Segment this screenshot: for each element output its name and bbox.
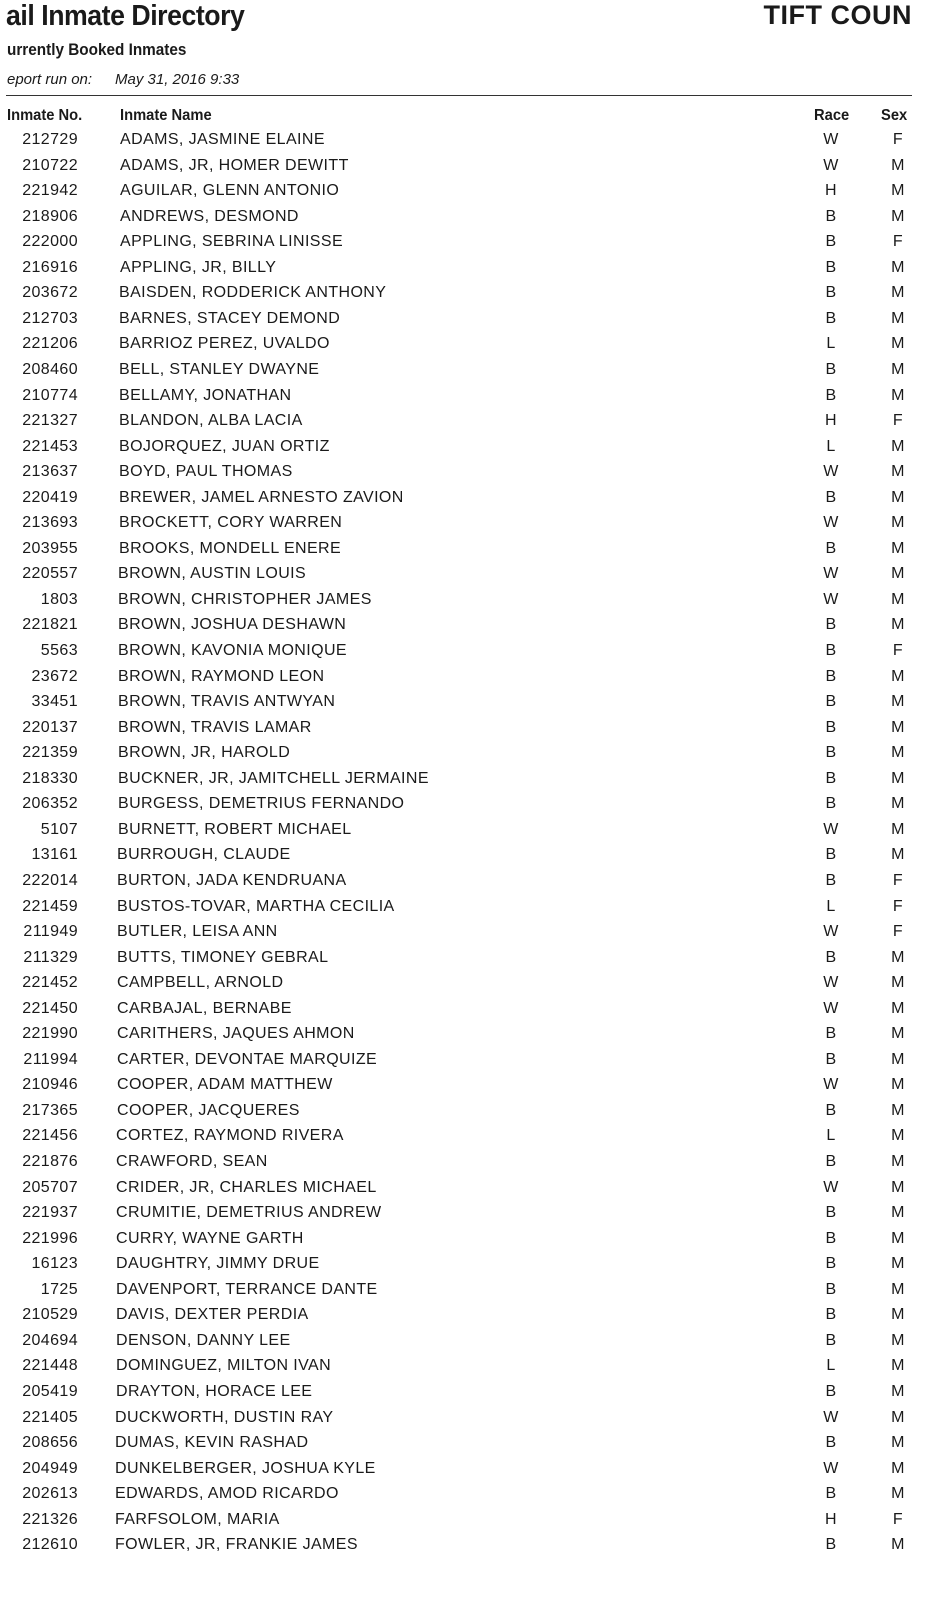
inmate-sex: M [891,309,905,327]
inmate-sex: M [891,820,905,838]
table-row [0,821,946,846]
table-row [0,591,946,616]
inmate-sex: M [891,258,905,276]
inmate-sex: M [891,1153,905,1170]
table-row [0,1434,946,1459]
inmate-number: 16123 [31,1255,78,1273]
inmate-sex: M [891,667,905,685]
table-row [0,1536,946,1561]
table-row [0,514,946,539]
inmate-race: B [825,846,837,864]
inmate-name: AGUILAR, GLENN ANTONIO [120,182,340,200]
inmate-number: 205707 [22,1178,78,1196]
inmate-race: W [823,565,839,583]
inmate-number: 221448 [22,1357,78,1375]
inmate-sex: M [891,1025,905,1043]
inmate-name: BURROUGH, CLAUDE [117,846,291,864]
table-row [0,1000,946,1025]
table-row [0,949,946,974]
inmate-number: 211994 [23,1050,78,1068]
inmate-race: H [825,182,837,200]
inmate-sex: M [891,463,905,481]
inmate-race: B [825,871,837,889]
inmate-number: 212729 [22,131,78,148]
inmate-race: L [826,897,836,915]
inmate-number: 221876 [22,1153,78,1170]
inmate-number: 221456 [22,1127,78,1145]
inmate-name: BARRIOZ PEREZ, UVALDO [119,335,330,353]
table-row [0,795,946,820]
inmate-race: L [826,335,836,353]
inmate-number: 208460 [22,360,78,378]
table-row [0,1306,946,1331]
inmate-race: W [823,974,839,992]
inmate-number: 211329 [23,948,78,966]
inmate-sex: M [891,386,905,404]
inmate-name: DRAYTON, HORACE LEE [116,1382,313,1400]
table-row [0,489,946,514]
inmate-sex: M [891,284,905,302]
inmate-sex: M [891,616,905,634]
inmate-race: B [825,1280,837,1298]
inmate-sex: F [892,642,904,659]
inmate-name: DAVIS, DEXTER PERDIA [116,1306,309,1324]
inmate-number: 221459 [22,897,78,915]
inmate-sex: M [891,846,905,864]
inmate-name: CRIDER, JR, CHARLES MICHAEL [116,1178,377,1196]
table-row [0,1511,946,1536]
inmate-race: B [825,386,837,404]
table-row [0,1460,946,1485]
column-header-name: Inmate Name [120,107,212,124]
table-row [0,923,946,948]
inmate-number: 210946 [22,1076,78,1094]
table-row [0,693,946,718]
inmate-number: 208656 [22,1434,78,1452]
inmate-name: DUMAS, KEVIN RASHAD [115,1434,309,1452]
table-row [0,1153,946,1178]
inmate-sex: F [892,233,904,251]
inmate-sex: M [891,207,905,225]
inmate-number: 13161 [31,846,78,864]
column-header-sex: Sex [881,107,908,124]
table-row [0,1383,946,1408]
inmate-race: B [825,360,837,378]
inmate-number: 213693 [22,514,78,532]
table-row [0,208,946,233]
inmate-race: B [825,642,837,659]
inmate-number: 33451 [31,693,78,711]
inmate-number: 221990 [22,1025,78,1043]
inmate-name: COOPER, ADAM MATTHEW [117,1076,333,1094]
inmate-sex: M [891,795,905,813]
inmate-sex: M [891,1229,905,1247]
inmate-number: 204694 [22,1331,78,1349]
table-row [0,157,946,182]
table-row [0,1127,946,1152]
table-row [0,1179,946,1204]
table-row [0,770,946,795]
inmate-name: CORTEZ, RAYMOND RIVERA [116,1127,344,1145]
inmate-sex: M [891,1331,905,1349]
inmate-name: ADAMS, JR, HOMER DEWITT [120,156,349,174]
table-row [0,1281,946,1306]
inmate-sex: M [891,693,905,711]
inmate-race: B [825,1229,837,1247]
table-row [0,233,946,258]
inmate-race: L [826,437,836,455]
table-row [0,1025,946,1050]
inmate-number: 213637 [22,463,78,481]
table-row [0,335,946,360]
inmate-number: 222014 [22,871,78,889]
inmate-sex: M [891,948,905,966]
table-row [0,565,946,590]
inmate-race: H [825,1510,837,1528]
inmate-number: 5107 [40,820,78,838]
inmate-name: ADAMS, JASMINE ELAINE [120,131,325,148]
inmate-name: FOWLER, JR, FRANKIE JAMES [115,1536,358,1554]
inmate-name: DAVENPORT, TERRANCE DANTE [116,1280,378,1298]
table-row [0,668,946,693]
table-row [0,131,946,156]
table-row [0,1255,946,1280]
table-row [0,463,946,488]
inmate-number: 212610 [22,1536,78,1554]
inmate-sex: M [891,718,905,736]
table-row [0,719,946,744]
inmate-race: B [825,693,837,711]
inmate-number: 221206 [22,335,78,353]
inmate-sex: F [892,923,904,941]
inmate-number: 203672 [22,284,78,302]
inmate-name: BAISDEN, RODDERICK ANTHONY [119,284,387,302]
inmate-sex: M [891,1255,905,1273]
inmate-race: B [825,207,837,225]
inmate-race: W [823,999,839,1017]
inmate-number: 221450 [22,999,78,1017]
inmate-race: W [823,463,839,481]
inmate-race: B [825,1255,837,1273]
inmate-sex: M [891,565,905,583]
inmate-sex: F [892,871,904,889]
inmate-race: B [825,1485,837,1503]
inmate-number: 221359 [22,744,78,762]
inmate-number: 211949 [23,923,78,941]
header-rule [6,95,912,96]
inmate-name: CARBAJAL, BERNABE [117,999,292,1017]
inmate-sex: M [891,1382,905,1400]
inmate-race: L [826,1357,836,1375]
table-row [0,1076,946,1101]
inmate-name: APPLING, SEBRINA LINISSE [120,233,344,251]
inmate-name: BUTTS, TIMONEY GEBRAL [117,948,329,966]
inmate-race: W [823,1459,839,1477]
inmate-race: W [823,590,839,608]
inmate-name: DUNKELBERGER, JOSHUA KYLE [115,1459,376,1477]
inmate-number: 206352 [22,795,78,813]
table-row [0,284,946,309]
table-row [0,1485,946,1510]
inmate-sex: M [891,1536,905,1554]
table-row [0,1051,946,1076]
inmate-name: DUCKWORTH, DUSTIN RAY [115,1408,334,1426]
table-row [0,744,946,769]
inmate-sex: M [891,1485,905,1503]
table-row [0,182,946,207]
inmate-race: B [825,667,837,685]
inmate-race: B [825,258,837,276]
inmate-name: BUTLER, LEISA ANN [117,923,278,941]
inmate-name: BELLAMY, JONATHAN [119,386,292,404]
inmate-race: B [825,616,837,634]
inmate-race: B [825,233,837,251]
inmate-name: BROWN, AUSTIN LOUIS [118,565,307,583]
inmate-name: BARNES, STACEY DEMOND [119,309,341,327]
inmate-number: 1803 [40,590,78,608]
inmate-name: CAMPBELL, ARNOLD [117,974,284,992]
inmate-name: BUSTOS-TOVAR, MARTHA CECILIA [117,897,395,915]
table-row [0,259,946,284]
inmate-number: 210529 [22,1306,78,1324]
inmate-sex: M [891,1127,905,1145]
inmate-number: 221326 [22,1510,78,1528]
table-row [0,616,946,641]
inmate-number: 221327 [22,412,78,430]
inmate-sex: M [891,590,905,608]
inmate-name: BOJORQUEZ, JUAN ORTIZ [119,437,330,455]
inmate-sex: F [892,1510,904,1528]
table-row [0,412,946,437]
table-row [0,1409,946,1434]
inmate-sex: M [891,1434,905,1452]
inmate-name: BROWN, JOSHUA DESHAWN [118,616,347,634]
inmate-number: 220419 [22,488,78,506]
inmate-number: 221405 [22,1408,78,1426]
inmate-sex: M [891,999,905,1017]
inmate-race: B [825,769,837,787]
inmate-number: 221937 [22,1204,78,1222]
inmate-sex: M [891,974,905,992]
report-run-value: May 31, 2016 9:33 [115,71,240,88]
inmate-name: BELL, STANLEY DWAYNE [119,360,320,378]
inmate-name: CRAWFORD, SEAN [116,1153,268,1170]
inmate-name: BROWN, TRAVIS ANTWYAN [118,693,336,711]
inmate-name: BROWN, CHRISTOPHER JAMES [118,590,372,608]
county-name: TIFT COUN [763,0,912,30]
inmate-race: B [825,718,837,736]
inmate-number: 205419 [22,1382,78,1400]
inmate-name: BLANDON, ALBA LACIA [119,412,303,430]
inmate-sex: M [891,437,905,455]
inmate-number: 210722 [22,156,78,174]
inmate-number: 220137 [22,718,78,736]
table-row [0,642,946,667]
inmate-name: DOMINGUEZ, MILTON IVAN [116,1357,332,1375]
inmate-name: BURNETT, ROBERT MICHAEL [118,820,352,838]
column-header-race: Race [814,107,850,124]
inmate-sex: M [891,1101,905,1119]
inmate-race: B [825,284,837,302]
inmate-sex: M [891,1408,905,1426]
inmate-sex: M [891,1306,905,1324]
inmate-race: B [825,1153,837,1170]
inmate-race: B [825,1382,837,1400]
inmate-number: 1725 [40,1280,78,1298]
inmate-sex: M [891,335,905,353]
inmate-name: BOYD, PAUL THOMAS [119,463,293,481]
inmate-race: H [825,412,837,430]
inmate-name: BROWN, KAVONIA MONIQUE [118,642,347,659]
table-row [0,1102,946,1127]
inmate-race: B [825,539,837,557]
table-row [0,361,946,386]
table-row [0,1357,946,1382]
inmate-name: BROWN, JR, HAROLD [118,744,291,762]
report-title: ail Inmate Directory [6,0,245,32]
inmate-race: B [825,1434,837,1452]
table-row [0,387,946,412]
table-row [0,540,946,565]
inmate-name: CARTER, DEVONTAE MARQUIZE [117,1050,378,1068]
inmate-number: 221942 [22,182,78,200]
inmate-race: B [825,309,837,327]
inmate-number: 221453 [22,437,78,455]
inmate-name: DENSON, DANNY LEE [116,1331,291,1349]
report-run-label: eport run on: [7,71,93,88]
inmate-sex: M [891,1459,905,1477]
inmate-sex: M [891,488,905,506]
inmate-race: B [825,1050,837,1068]
inmate-race: B [825,1101,837,1119]
inmate-name: BROCKETT, CORY WARREN [119,514,343,532]
inmate-number: 218906 [22,207,78,225]
inmate-number: 220557 [22,565,78,583]
inmate-name: BUCKNER, JR, JAMITCHELL JERMAINE [118,769,429,787]
inmate-sex: M [891,1050,905,1068]
inmate-name: BROWN, RAYMOND LEON [118,667,325,685]
inmate-race: L [826,1127,836,1145]
table-row [0,310,946,335]
inmate-name: ANDREWS, DESMOND [120,207,299,225]
inmate-number: 204949 [22,1459,78,1477]
inmate-name: DAUGHTRY, JIMMY DRUE [116,1255,320,1273]
inmate-number: 217365 [22,1101,78,1119]
inmate-sex: M [891,769,905,787]
inmate-number: 212703 [22,309,78,327]
report-subtitle: urrently Booked Inmates [7,40,187,59]
inmate-number: 203955 [22,539,78,557]
inmate-number: 202613 [22,1485,78,1503]
inmate-race: W [823,131,839,148]
inmate-number: 210774 [22,386,78,404]
inmate-sex: M [891,360,905,378]
inmate-race: B [825,488,837,506]
inmate-number: 218330 [22,769,78,787]
inmate-race: B [825,1536,837,1554]
inmate-name: APPLING, JR, BILLY [120,258,277,276]
inmate-race: W [823,514,839,532]
inmate-race: B [825,948,837,966]
inmate-race: W [823,156,839,174]
inmate-race: B [825,795,837,813]
inmate-race: B [825,1025,837,1043]
inmate-race: W [823,1178,839,1196]
inmate-sex: M [891,744,905,762]
inmate-sex: M [891,1280,905,1298]
inmate-race: W [823,923,839,941]
inmate-sex: F [892,412,904,430]
table-row [0,438,946,463]
inmate-race: W [823,1408,839,1426]
inmate-name: EDWARDS, AMOD RICARDO [115,1485,339,1503]
table-row [0,1204,946,1229]
inmate-number: 216916 [22,258,78,276]
table-row [0,846,946,871]
inmate-race: B [825,744,837,762]
inmate-name: BROOKS, MONDELL ENERE [119,539,342,557]
inmate-number: 222000 [22,233,78,251]
inmate-race: B [825,1331,837,1349]
inmate-number: 23672 [31,667,78,685]
table-row [0,1230,946,1255]
inmate-race: B [825,1204,837,1222]
column-header-no: Inmate No. [7,107,83,124]
inmate-sex: M [891,1076,905,1094]
table-row [0,1332,946,1357]
inmate-sex: M [891,1178,905,1196]
inmate-sex: F [892,131,904,148]
inmate-number: 221996 [22,1229,78,1247]
inmate-name: CRUMITIE, DEMETRIUS ANDREW [116,1204,382,1222]
inmate-sex: M [891,156,905,174]
inmate-name: BROWN, TRAVIS LAMAR [118,718,312,736]
inmate-name: FARFSOLOM, MARIA [115,1510,280,1528]
inmate-name: BREWER, JAMEL ARNESTO ZAVION [119,488,404,506]
inmate-name: BURTON, JADA KENDRUANA [117,871,347,889]
inmate-name: CURRY, WAYNE GARTH [116,1229,304,1247]
inmate-sex: F [892,897,904,915]
inmate-number: 221452 [22,974,78,992]
inmate-name: COOPER, JACQUERES [117,1101,300,1119]
inmate-race: W [823,820,839,838]
table-row [0,872,946,897]
inmate-sex: M [891,182,905,200]
table-row [0,898,946,923]
table-row [0,974,946,999]
inmate-number: 221821 [22,616,78,634]
inmate-race: W [823,1076,839,1094]
inmate-sex: M [891,1357,905,1375]
inmate-number: 5563 [40,642,78,659]
inmate-sex: M [891,514,905,532]
inmate-race: B [825,1306,837,1324]
inmate-name: CARITHERS, JAQUES AHMON [117,1025,355,1043]
inmate-name: BURGESS, DEMETRIUS FERNANDO [118,795,405,813]
inmate-sex: M [891,1204,905,1222]
inmate-sex: M [891,539,905,557]
